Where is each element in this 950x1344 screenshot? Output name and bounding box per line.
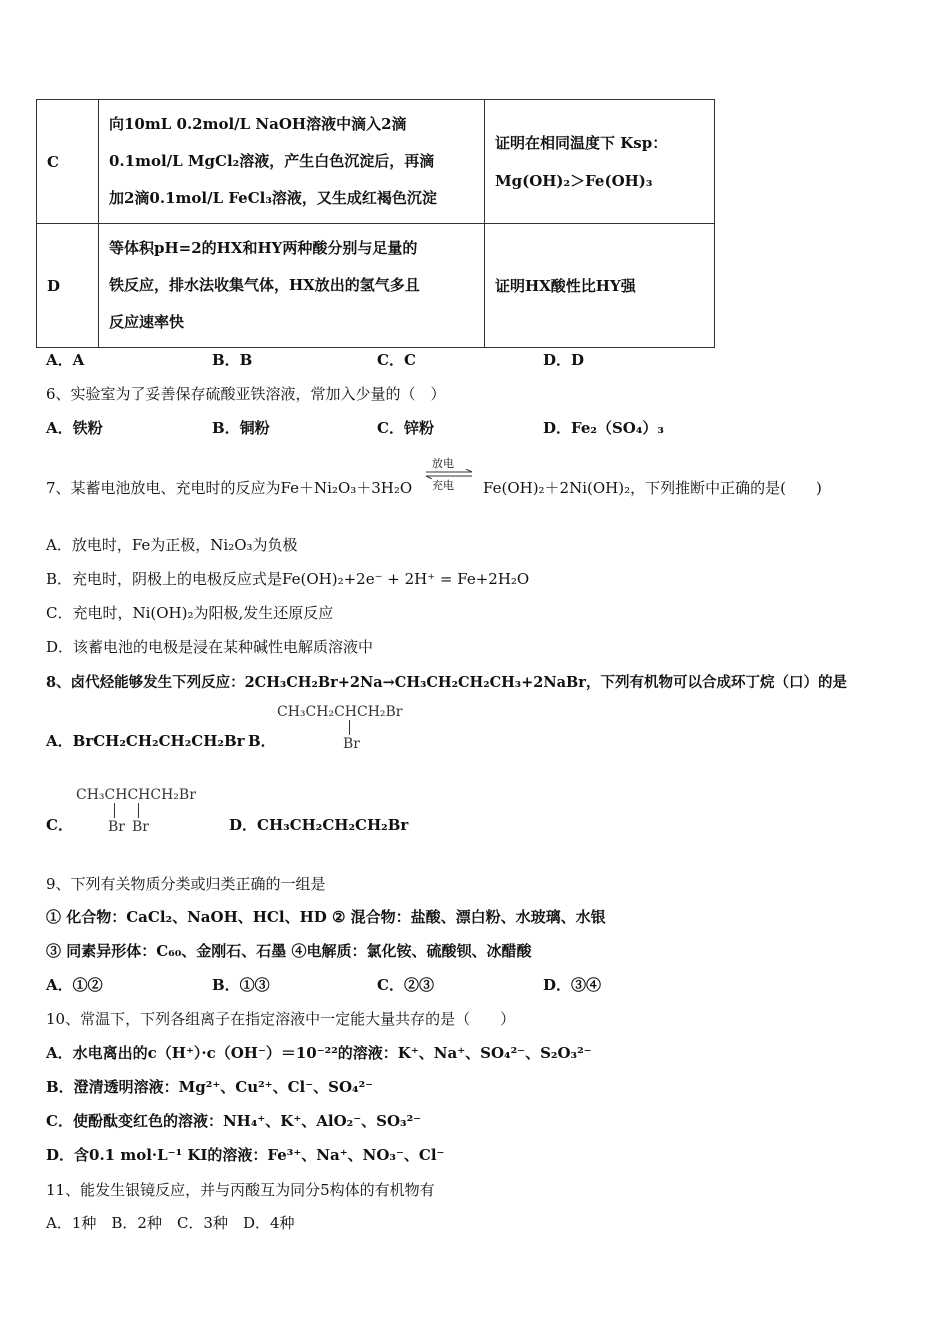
row-operation: [99, 100, 485, 224]
q9-stem: 9、下列有关物质分类或归类正确的一组是: [46, 875, 326, 893]
q10-option-d[interactable]: D．含0.1 mol·L⁻¹ KI的溶液：Fe³⁺、Na⁺、NO₃⁻、Cl⁻: [46, 1146, 445, 1164]
reversible-arrow: [404, 455, 474, 495]
operation-line: 反应速率快: [109, 313, 185, 331]
q6-option-a[interactable]: A．铁粉: [46, 419, 103, 437]
purpose-line: 证明在相同温度下 Ksp：: [495, 133, 668, 152]
q7-option-b[interactable]: B．充电时，阴极上的电极反应式是Fe(OH)₂+2e⁻ + 2H⁺ = Fe+2H₂O: [46, 570, 530, 588]
answer-option-c[interactable]: C．C: [377, 351, 416, 369]
answer-option-a[interactable]: A．A: [46, 351, 85, 369]
bond-line: [349, 720, 350, 735]
q8-option-b-label[interactable]: B．: [248, 732, 276, 750]
table-row: [37, 224, 715, 348]
row-label: D: [37, 224, 99, 348]
q9-option-d[interactable]: D．③④: [543, 976, 602, 994]
q8-option-b-structure: [277, 704, 427, 754]
q6-option-c[interactable]: C．锌粉: [377, 419, 434, 437]
q10-option-a[interactable]: A．水电离出的c（H⁺）·c（OH⁻）＝10⁻²²的溶液：K⁺、Na⁺、SO₄²⁻、S₂O₃²⁻: [46, 1044, 592, 1062]
row-label: C: [37, 100, 99, 224]
q8-stem: 8、卤代烃能够发生下列反应：2CH₃CH₂Br+2Na→CH₃CH₂CH₂CH₃+2NaBr，下列有机物可以合成环丁烷（口）的是: [46, 674, 847, 691]
q7-option-a[interactable]: A．放电时，Fe为正极，Ni₂O₃为负极: [46, 536, 298, 554]
operation-line: 加2滴0.1mol/L FeCl₃溶液，又生成红褐色沉淀: [109, 189, 437, 207]
row-operation: [99, 224, 485, 348]
bond-line: [138, 803, 139, 818]
q7-option-c[interactable]: C．充电时，Ni(OH)₂为阳极,发生还原反应: [46, 604, 334, 622]
q9-option-c[interactable]: C．②③: [377, 976, 434, 994]
answer-option-d[interactable]: D．D: [543, 351, 585, 369]
structure-substituent: Br: [132, 819, 149, 835]
q6-stem: 6、实验室为了妥善保存硫酸亚铁溶液，常加入少量的（ ）: [46, 385, 446, 403]
q9-option-a[interactable]: A．①②: [46, 976, 103, 994]
q11-stem: 11、能发生银镜反应，并与丙酸互为同分5构体的有机物有: [46, 1181, 435, 1199]
q8-option-c-structure: [76, 787, 226, 837]
operation-line: 铁反应，排水法收集气体，HX放出的氢气多且: [109, 276, 420, 294]
structure-chain: CH₃CHCHCH₂Br: [76, 787, 196, 803]
q9-line-1: ① 化合物：CaCl₂、NaOH、HCl、HD ② 混合物：盐酸、漂白粉、水玻璃、水银: [46, 908, 606, 926]
q9-line-2: ③ 同素异形体：C₆₀、金刚石、石墨 ④电解质：氯化铵、硫酸钡、冰醋酸: [46, 942, 532, 960]
row-purpose: [485, 100, 715, 224]
q6-option-b[interactable]: B．铜粉: [212, 419, 270, 437]
q8-option-a[interactable]: A．BrCH₂CH₂CH₂CH₂Br: [46, 732, 245, 750]
q10-stem: 10、常温下，下列各组离子在指定溶液中一定能大量共存的是（ ）: [46, 1010, 516, 1028]
q10-option-b[interactable]: B．澄清透明溶液：Mg²⁺、Cu²⁺、Cl⁻、SO₄²⁻: [46, 1078, 374, 1096]
structure-substituent: Br: [108, 819, 125, 835]
structure-substituent: Br: [343, 736, 360, 752]
q6-option-d[interactable]: D．Fe₂（SO₄）₃: [543, 419, 664, 437]
bond-line: [114, 803, 115, 818]
q7-option-d[interactable]: D．该蓄电池的电极是浸在某种碱性电解质溶液中: [46, 638, 374, 656]
q8-option-d[interactable]: D．CH₃CH₂CH₂CH₂Br: [229, 816, 409, 834]
q9-option-b[interactable]: B．①③: [212, 976, 270, 994]
q10-option-c[interactable]: C．使酚酞变红色的溶液：NH₄⁺、K⁺、AlO₂⁻、SO₃²⁻: [46, 1112, 422, 1130]
purpose-line: 证明HX酸性比HY强: [495, 276, 636, 295]
question-table: [36, 99, 715, 348]
operation-line: 0.1mol/L MgCl₂溶液，产生白色沉淀后，再滴: [109, 152, 435, 170]
arrow-label-discharge: 放电: [432, 457, 454, 470]
operation-line: 向10mL 0.2mol/L NaOH溶液中滴入2滴: [109, 115, 407, 133]
table-row: [37, 100, 715, 224]
row-purpose: [485, 224, 715, 348]
purpose-line: Mg(OH)₂＞Fe(OH)₃: [495, 171, 653, 190]
q7-stem-before: 7、某蓄电池放电、充电时的反应为Fe＋Ni₂O₃＋3H₂O: [46, 479, 413, 497]
answer-option-b[interactable]: B．B: [212, 351, 253, 369]
q7-stem-after: Fe(OH)₂＋2Ni(OH)₂，下列推断中正确的是( ): [483, 479, 822, 497]
structure-chain: CH₃CH₂CHCH₂Br: [277, 704, 403, 720]
operation-line: 等体积pH=2的HX和HY两种酸分别与足量的: [109, 239, 418, 257]
arrow-label-charge: 充电: [432, 479, 454, 492]
q11-options[interactable]: A．1种 B．2种 C．3种 D．4种: [46, 1214, 295, 1232]
q8-option-c-label[interactable]: C．: [46, 816, 73, 834]
